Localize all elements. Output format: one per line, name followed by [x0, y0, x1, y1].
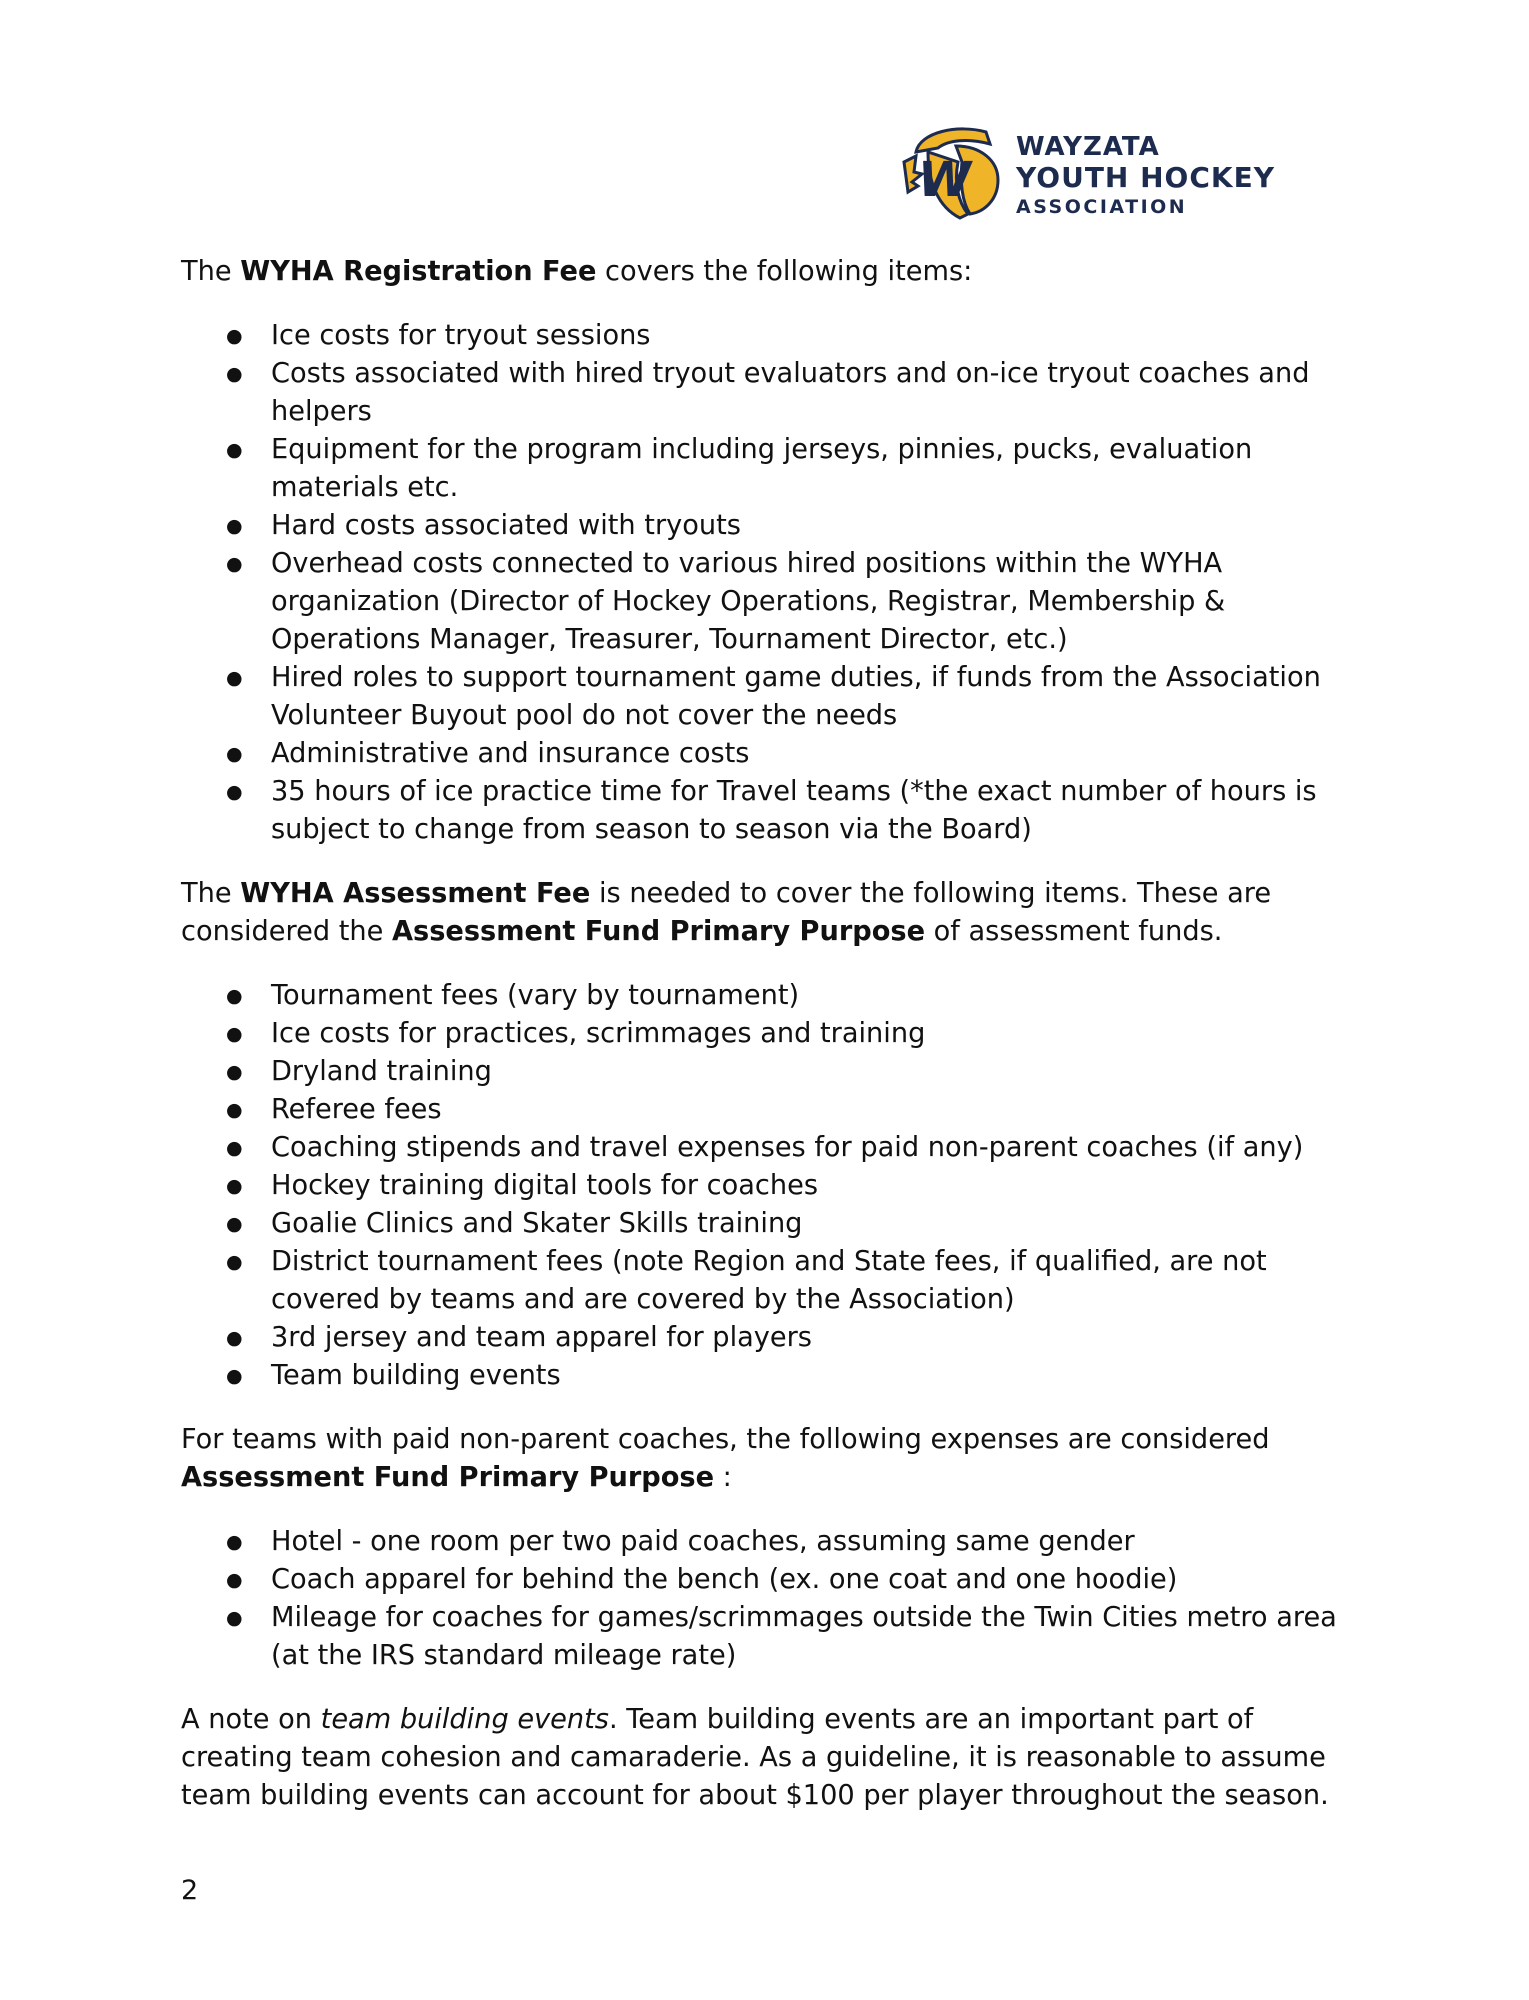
- document-body: [181, 253, 1361, 1815]
- team-building-term: team building events: [320, 1704, 609, 1735]
- logo-line-1: WAYZATA: [1016, 132, 1160, 162]
- paid-coaches-intro-part-2: :: [714, 1462, 732, 1493]
- page-number: 2: [181, 1875, 199, 1906]
- list-item: ● Costs associated with hired tryout evaluators and on-ice tryout coaches and helpers: [271, 355, 1361, 431]
- list-item: ● Hard costs associated with tryouts: [271, 507, 1361, 545]
- assessment-items-list: [181, 977, 1361, 1395]
- assessment-intro-part-1: The: [181, 878, 241, 909]
- list-item: ● Coaching stipends and travel expenses for paid non-parent coaches (if any): [271, 1129, 1361, 1167]
- warrior-helmet-logo-icon: [898, 122, 1008, 222]
- paid-coaches-intro-part-1: For teams with paid non-parent coaches, the following expenses are considered: [181, 1424, 1270, 1455]
- paid-coaches-intro: [181, 1421, 1361, 1497]
- note-part-1: A note on: [181, 1704, 321, 1735]
- list-item: ● Administrative and insurance costs: [271, 735, 1361, 773]
- list-item: ● Equipment for the program including jerseys, pinnies, pucks, evaluation materials etc.: [271, 431, 1361, 507]
- registration-intro-post: covers the following items:: [596, 256, 973, 287]
- list-item: ● Team building events: [271, 1357, 1361, 1395]
- assessment-intro-part-3: of assessment funds.: [925, 916, 1223, 947]
- registration-intro-pre: The: [181, 256, 241, 287]
- list-item: ● 35 hours of ice practice time for Travel teams (*the exact number of hours is subject to change from season to season via the Board): [271, 773, 1361, 849]
- logo-mark-letter: W: [918, 152, 971, 208]
- list-item: ● Hired roles to support tournament game duties, if funds from the Association Volunteer Buyout pool do not cover the needs: [271, 659, 1361, 735]
- assessment-fee-term: WYHA Assessment Fee: [240, 878, 591, 909]
- logo-line-3: ASSOCIATION: [1016, 196, 1188, 218]
- list-item: ● Hotel - one room per two paid coaches, assuming same gender: [271, 1523, 1361, 1561]
- list-item: ● District tournament fees (note Region and State fees, if qualified, are not covered by teams and are covered by the Association): [271, 1243, 1361, 1319]
- list-item: ● Goalie Clinics and Skater Skills training: [271, 1205, 1361, 1243]
- assessment-intro-part-2: is needed to cover the following items. These are considered the: [181, 878, 1272, 947]
- list-item: ● Ice costs for tryout sessions: [271, 317, 1361, 355]
- list-item: ● Ice costs for practices, scrimmages and training: [271, 1015, 1361, 1053]
- logo-line-2: YOUTH HOCKEY: [1016, 161, 1275, 194]
- list-item: ● Coach apparel for behind the bench (ex. one coat and one hoodie): [271, 1561, 1361, 1599]
- assessment-intro: [181, 875, 1361, 951]
- list-item: ● Mileage for coaches for games/scrimmages outside the Twin Cities metro area (at the IRS standard mileage rate): [271, 1599, 1361, 1675]
- list-item: ● 3rd jersey and team apparel for players: [271, 1319, 1361, 1357]
- registration-fee-term: WYHA Registration Fee: [240, 256, 597, 287]
- note-part-2: . Team building events are an important part of creating team cohesion and camaraderie. As a guideline, it is reasonable to assume team building events can account for about $100 per player throughout the season.: [181, 1704, 1329, 1811]
- list-item: ● Referee fees: [271, 1091, 1361, 1129]
- list-item: ● Overhead costs connected to various hired positions within the WYHA organization (Director of Hockey Operations, Registrar, Membership & Operations Manager, Treasurer, Tournament Director, etc.): [271, 545, 1361, 659]
- logo-wordmark: [1016, 134, 1275, 217]
- registration-items-list: [181, 317, 1361, 849]
- team-building-note: [181, 1701, 1361, 1815]
- primary-purpose-term: Assessment Fund Primary Purpose: [181, 1462, 715, 1493]
- wyha-logo: [898, 122, 1278, 222]
- registration-intro: [181, 253, 1361, 291]
- list-item: ● Tournament fees (vary by tournament): [271, 977, 1361, 1015]
- list-item: ● Hockey training digital tools for coaches: [271, 1167, 1361, 1205]
- list-item: ● Dryland training: [271, 1053, 1361, 1091]
- primary-purpose-term: Assessment Fund Primary Purpose: [391, 916, 926, 947]
- paid-coaches-items-list: [181, 1523, 1361, 1675]
